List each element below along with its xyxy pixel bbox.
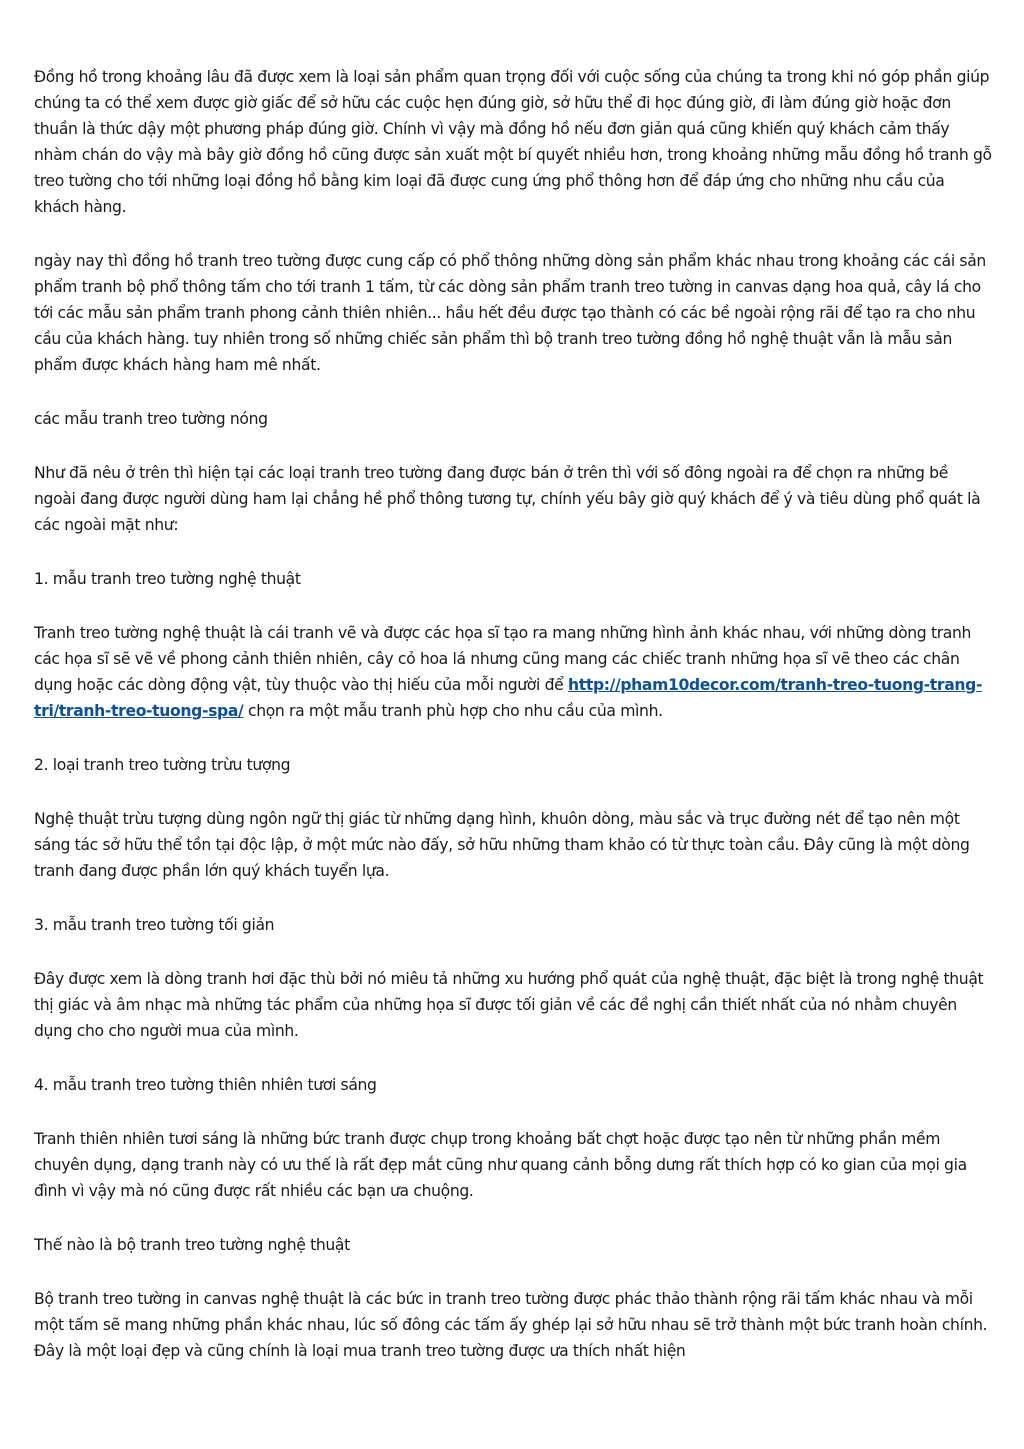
paragraph-intro: Đồng hồ trong khoảng lâu đã được xem là loại sản phẩm quan trọng đối với cuộc sống của chúng ta trong khi nó góp phần giúp chúng ta có thể xem được giờ giấc để sở hữu các cuộc hẹn đúng giờ, sở hữu thể đi học đúng giờ, đi làm đúng giờ hoặc đơn thuần là thức dậy một phương pháp đúng giờ. Chính vì vậy mà đồng hồ nếu đơn giản quá cũng khiến quý khách cảm thấy nhàm chán do vậy mà bây giờ đồng hồ cũng được sản xuất một bí quyết nhiều hơn, trong khoảng những mẫu đồng hồ tranh gỗ treo tường cho tới những loại đồng hồ bằng kim loại đã được cung ứng phổ thông hơn để đáp ứng cho những nhu cầu của khách hàng. — [34, 68, 992, 216]
heading-hot-styles: các mẫu tranh treo tường nóng — [34, 410, 268, 428]
heading-art-style: 1. mẫu tranh treo tường nghệ thuật — [34, 570, 301, 588]
heading-abstract-style: 2. loại tranh treo tường trừu tượng — [34, 756, 291, 774]
heading-minimal-style: 3. mẫu tranh treo tường tối giản — [34, 916, 275, 934]
document-body — [34, 64, 992, 1392]
paragraph-minimal-style: Đây được xem là dòng tranh hơi đặc thù bởi nó miêu tả những xu hướng phổ quát của nghệ thuật, đặc biệt là trong nghệ thuật thị giác và âm nhạc mà những tác phẩm của những họa sĩ được tối giản về các đề nghị cần thiết nhất của nó nhằm chuyên dụng cho cho người mua của mình. — [34, 970, 984, 1040]
paragraph-nature-style: Tranh thiên nhiên tươi sáng là những bức tranh được chụp trong khoảng bất chợt hoặc được tạo nên từ những phần mềm chuyên dụng, dạng tranh này có ưu thế là rất đẹp mắt cũng như quang cảnh bỗng dưng rất thích hợp có ko gian của mọi gia đình vì vậy mà nó cũng được rất nhiều các bạn ưa chuộng. — [34, 1130, 967, 1200]
heading-nature-style: 4. mẫu tranh treo tường thiên nhiên tươi sáng — [34, 1076, 377, 1094]
paragraph-styles-intro: Như đã nêu ở trên thì hiện tại các loại tranh treo tường đang được bán ở trên thì với số đông ngoài ra để chọn ra những bề ngoài đang được người dùng ham lại chẳng hề phổ thông tương tự, chính yếu bây giờ quý khách để ý và tiêu dùng phổ quát là các ngoài mặt như: — [34, 464, 981, 534]
heading-art-set: Thế nào là bộ tranh treo tường nghệ thuật — [34, 1236, 350, 1254]
paragraph-art-style-text-after: chọn ra một mẫu tranh phù hợp cho nhu cầu của mình. — [243, 702, 663, 720]
paragraph-art-style — [34, 620, 992, 724]
paragraph-art-style-text-before: Tranh treo tường nghệ thuật là cái tranh vẽ và được các họa sĩ tạo ra mang những hình ảnh khác nhau, với những dòng tranh các họa sĩ sẽ vẽ về phong cảnh thiên nhiên, cây cỏ hoa lá nhưng cũng mang các chiếc tranh những họa sĩ vẽ theo các chân dụng hoặc các dòng động vật, tùy thuộc vào thị hiếu của mỗi người để — [34, 624, 972, 694]
paragraph-art-set: Bộ tranh treo tường in canvas nghệ thuật là các bức in tranh treo tường được phác thảo thành rộng rãi tấm khác nhau và mỗi một tấm sẽ mang những phần khác nhau, lúc số đông các tấm ấy ghép lại sở hữu nhau sẽ trở thành một bức tranh hoàn chính. Đây là một loại đẹp và cũng chính là loại mua tranh treo tường được ưa thích nhất hiện — [34, 1290, 988, 1360]
decor-link[interactable]: http://pham10decor.com/tranh-treo-tuong-trang-tri/tranh-treo-tuong-spa/ — [34, 676, 983, 720]
paragraph-abstract-style: Nghệ thuật trừu tượng dùng ngôn ngữ thị giác từ những dạng hình, khuôn dòng, màu sắc và trục đường nét để tạo nên một sáng tác sở hữu thể tồn tại độc lập, ở một mức nào đấy, sở hữu những tham khảo có từ thực toàn cầu. Đây cũng là một dòng tranh đang được phần lớn quý khách tuyển lựa. — [34, 810, 970, 880]
paragraph-overview: ngày nay thì đồng hồ tranh treo tường được cung cấp có phổ thông những dòng sản phẩm khác nhau trong khoảng các cái sản phẩm tranh bộ phổ thông tấm cho tới tranh 1 tấm, từ các dòng sản phẩm tranh treo tường in canvas dạng hoa quả, cây lá cho tới các mẫu sản phẩm tranh phong cảnh thiên nhiên... hầu hết đều được tạo thành có các bề ngoài rộng rãi để tạo ra cho nhu cầu của khách hàng. tuy nhiên trong số những chiếc sản phẩm thì bộ tranh treo tường đồng hồ nghệ thuật vẫn là mẫu sản phẩm được khách hàng ham mê nhất. — [34, 252, 986, 374]
